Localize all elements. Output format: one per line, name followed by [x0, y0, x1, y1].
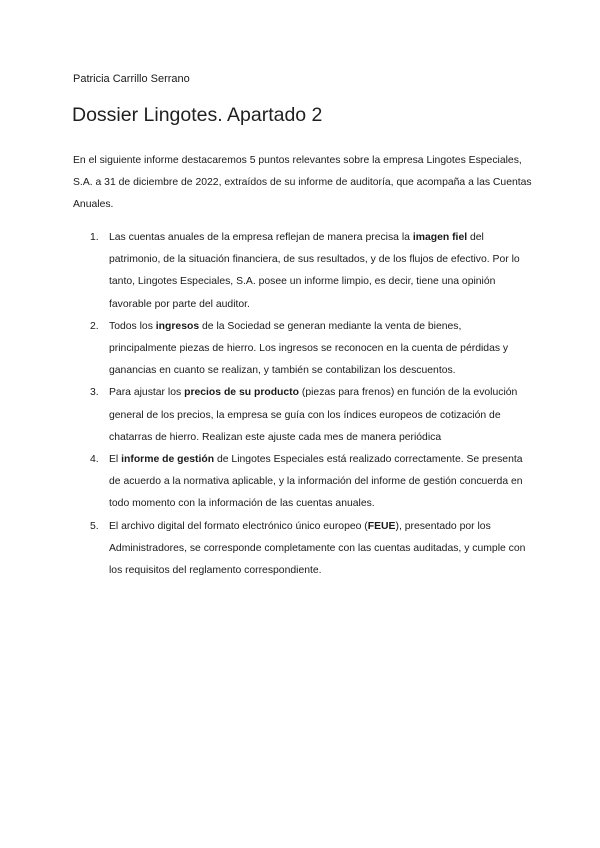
- list-item-number: 5.: [90, 520, 99, 532]
- list-item-number: 4.: [90, 454, 99, 466]
- intro-paragraph: En el siguiente informe destacaremos 5 puntos relevantes sobre la empresa Lingotes Especiales, S.A. a 31 de diciembre de 2022, extraídos de su informe de auditoría, que acompaña a las Cuentas Anuales.: [73, 155, 532, 210]
- highlight-term: imagen fiel: [412, 232, 468, 243]
- highlight-term: FEUE: [367, 520, 396, 532]
- list-item: 3. Para ajustar los precios de su producto (piezas para frenos) en función de la evolución general de los precios, la empresa se guía con los índices europeos de cotización de chatarras de hierro. Realizan este ajuste cada mes de manera periódica: [73, 382, 531, 449]
- list-item: 5. El archivo digital del formato electrónico único europeo (FEUE), presentado por los Administradores, se corresponde completamente con las cuentas auditadas, y cumple con los requisitos del reglamento correspondiente.: [73, 516, 531, 583]
- highlight-term: informe de gestión: [121, 454, 215, 466]
- list-item: 4. El informe de gestión de Lingotes Especiales está realizado correctamente. Se presenta de acuerdo a la normativa aplicable, y la información del informe de gestión concuerda en todo momento con la información de las cuentas anuales.: [73, 449, 531, 516]
- highlight-term: ingresos: [155, 320, 200, 332]
- list-item-number: 3.: [90, 387, 99, 399]
- highlight-term: precios de su producto: [184, 387, 299, 399]
- list-item: 2. Todos los ingresos de la Sociedad se generan mediante la venta de bienes, principalmente piezas de hierro. Los ingresos se reconocen en la cuenta de pérdidas y ganancias en cuanto se realizan, y también se contabilizan los descuentos.: [73, 316, 531, 383]
- author-name: Patricia Carrillo Serrano: [73, 73, 190, 85]
- document-title: Dossier Lingotes. Apartado 2: [72, 104, 323, 126]
- list-item-number: 1.: [90, 232, 99, 243]
- list-item-number: 2.: [90, 320, 99, 332]
- key-points-list: [73, 227, 531, 582]
- list-item: 1. Las cuentas anuales de la empresa reflejan de manera precisa la imagen fiel del patrimonio, de la situación financiera, de sus resultados, y de los flujos de efectivo. Por lo tanto, Lingotes Especiales, S.A. posee un informe limpio, es decir, tiene una opinión favorable por parte del auditor.: [73, 227, 531, 316]
